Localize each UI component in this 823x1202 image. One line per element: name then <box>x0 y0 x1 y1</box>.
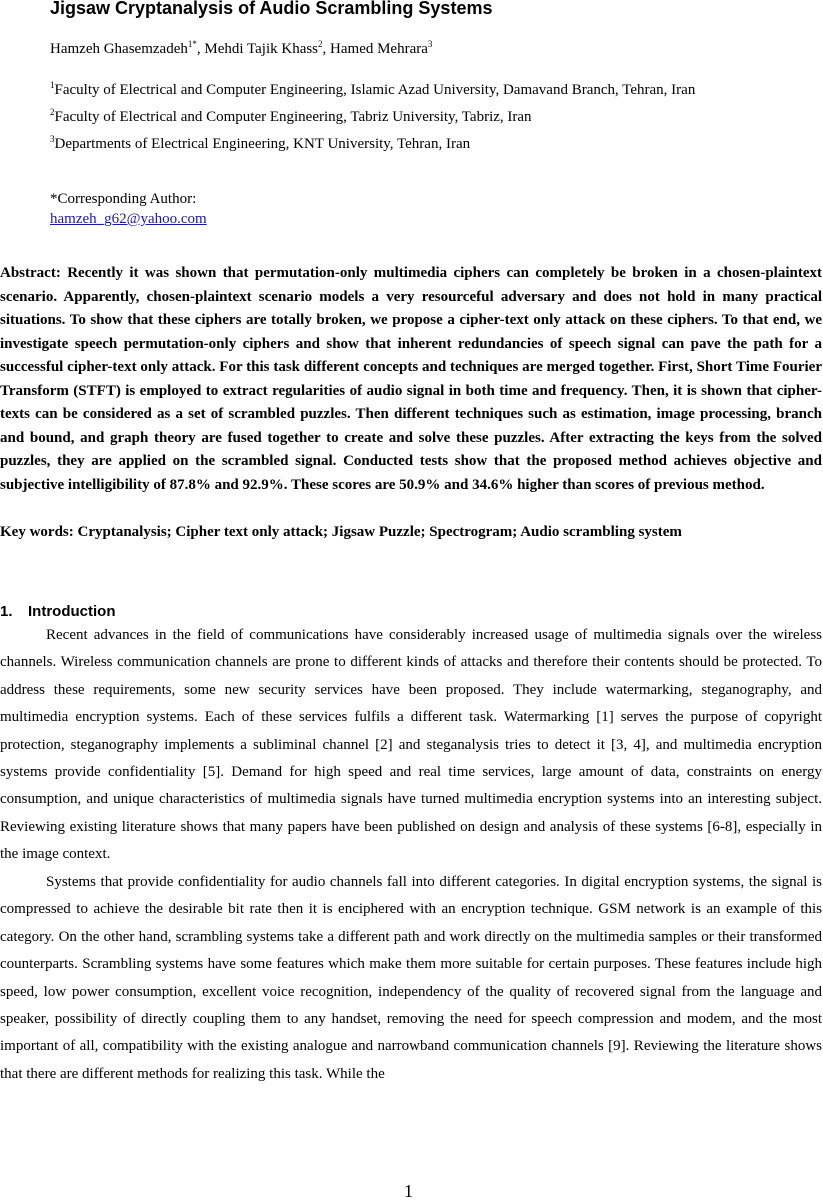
author-name: Hamzeh Ghasemzadeh <box>50 41 188 57</box>
affiliation-2 <box>50 106 532 128</box>
affiliation-3 <box>50 133 470 155</box>
keywords: Key words: Cryptanalysis; Cipher text only attack; Jigsaw Puzzle; Spectrogram; Audio scrambling system <box>0 524 682 540</box>
affiliation-mark: 3 <box>50 134 55 144</box>
author-affiliation-mark: 2 <box>318 39 323 49</box>
author-affiliation-mark: 1* <box>187 39 197 49</box>
affiliation-text: Departments of Electrical Engineering, KNT University, Tehran, Iran <box>54 136 471 152</box>
affiliation-1 <box>50 79 695 101</box>
section-number: 1. <box>0 603 13 620</box>
affiliation-text: Faculty of Electrical and Computer Engineering, Islamic Azad University, Damavand Branch, Tehran, Iran <box>54 82 696 98</box>
author-separator: , <box>322 41 331 57</box>
section-heading <box>0 601 115 623</box>
corresponding-email-link[interactable]: hamzeh_g62@yahoo.com <box>50 211 207 227</box>
affiliation-mark: 1 <box>50 80 55 90</box>
body-paragraph-2: Systems that provide confidentiality for audio channels fall into different categories. In digital encryption systems, the signal is compressed to achieve the desirable bit rate then it is enciphered with an encryption technique. GSM network is an example of this category. On the other hand, scrambling systems take a different path and work directly on the multimedia samples or their transformed counterparts. Scrambling systems have some features which make them more suitable for certain purposes. These features include high speed, low power consumption, excellent voice recognition, independency of the quality of recovered signal from the language and speaker, possibility of directly coupling them to any handset, removing the need for speech compression and modem, and the most important of all, compatibility with the existing analogue and narrowband communication channels [9]. Reviewing the literature shows that there are different methods for realizing this task. While the <box>0 874 822 1082</box>
author-name: Hamed Mehrara <box>330 41 428 57</box>
body-paragraph-1: Recent advances in the field of communications have considerably increased usage of multimedia signals over the wireless channels. Wireless communication channels are prone to different kinds of attacks and therefore their contents should be protected. To address these requirements, some new security services have been proposed. They include watermarking, steganography, and multimedia encryption systems. Each of these services fulfils a different task. Watermarking [1] serves the purpose of copyright protection, steganography implements a subliminal channel [2] and steganalysis tries to detect it [3, 4], and multimedia encryption systems provide confidentiality [5]. Demand for high speed and real time services, large amount of data, constraints on energy consumption, and unique characteristics of multimedia signals have turned multimedia encryption systems into an interesting subject. Reviewing existing literature shows that many papers have been published on design and analysis of these systems [6-8], especially in the image context. <box>0 627 822 863</box>
author-separator: , <box>196 41 205 57</box>
section-title: Introduction <box>28 603 116 620</box>
affiliation-text: Faculty of Electrical and Computer Engineering, Tabriz University, Tabriz, Iran <box>54 109 532 125</box>
affiliation-mark: 2 <box>50 107 55 117</box>
author-affiliation-mark: 3 <box>427 39 433 49</box>
corresponding-author-label: *Corresponding Author: <box>50 191 197 207</box>
author-list <box>50 38 432 60</box>
page-number: 1 <box>404 1181 413 1201</box>
author-name: Mehdi Tajik Khass <box>204 41 319 57</box>
paper-title: Jigsaw Cryptanalysis of Audio Scrambling Systems <box>50 0 493 18</box>
abstract: Abstract: Recently it was shown that permutation-only multimedia ciphers can completely be broken in a chosen-plaintext scenario. Apparently, chosen-plaintext scenario models a very resourceful adversary and does not hold in many practical situations. To show that these ciphers are totally broken, we propose a cipher-text only attack on these ciphers. To that end, we investigate speech permutation-only ciphers and show that inherent redundancies of speech signal can pave the path for a successful cipher-text only attack. For this task different concepts and techniques are merged together. First, Short Time Fourier Transform (STFT) is employed to extract regularities of audio signal in both time and frequency. Then, it is shown that cipher-texts can be considered as a set of scrambled puzzles. Then different techniques such as estimation, image processing, branch and bound, and graph theory are fused together to create and solve these puzzles. After extracting the keys from the solved puzzles, they are applied on the scrambled signal. Conducted tests show that the proposed method achieves objective and subjective intelligibility of 87.8% and 92.9%. These scores are 50.9% and 34.6% higher than scores of previous method. <box>0 265 822 493</box>
